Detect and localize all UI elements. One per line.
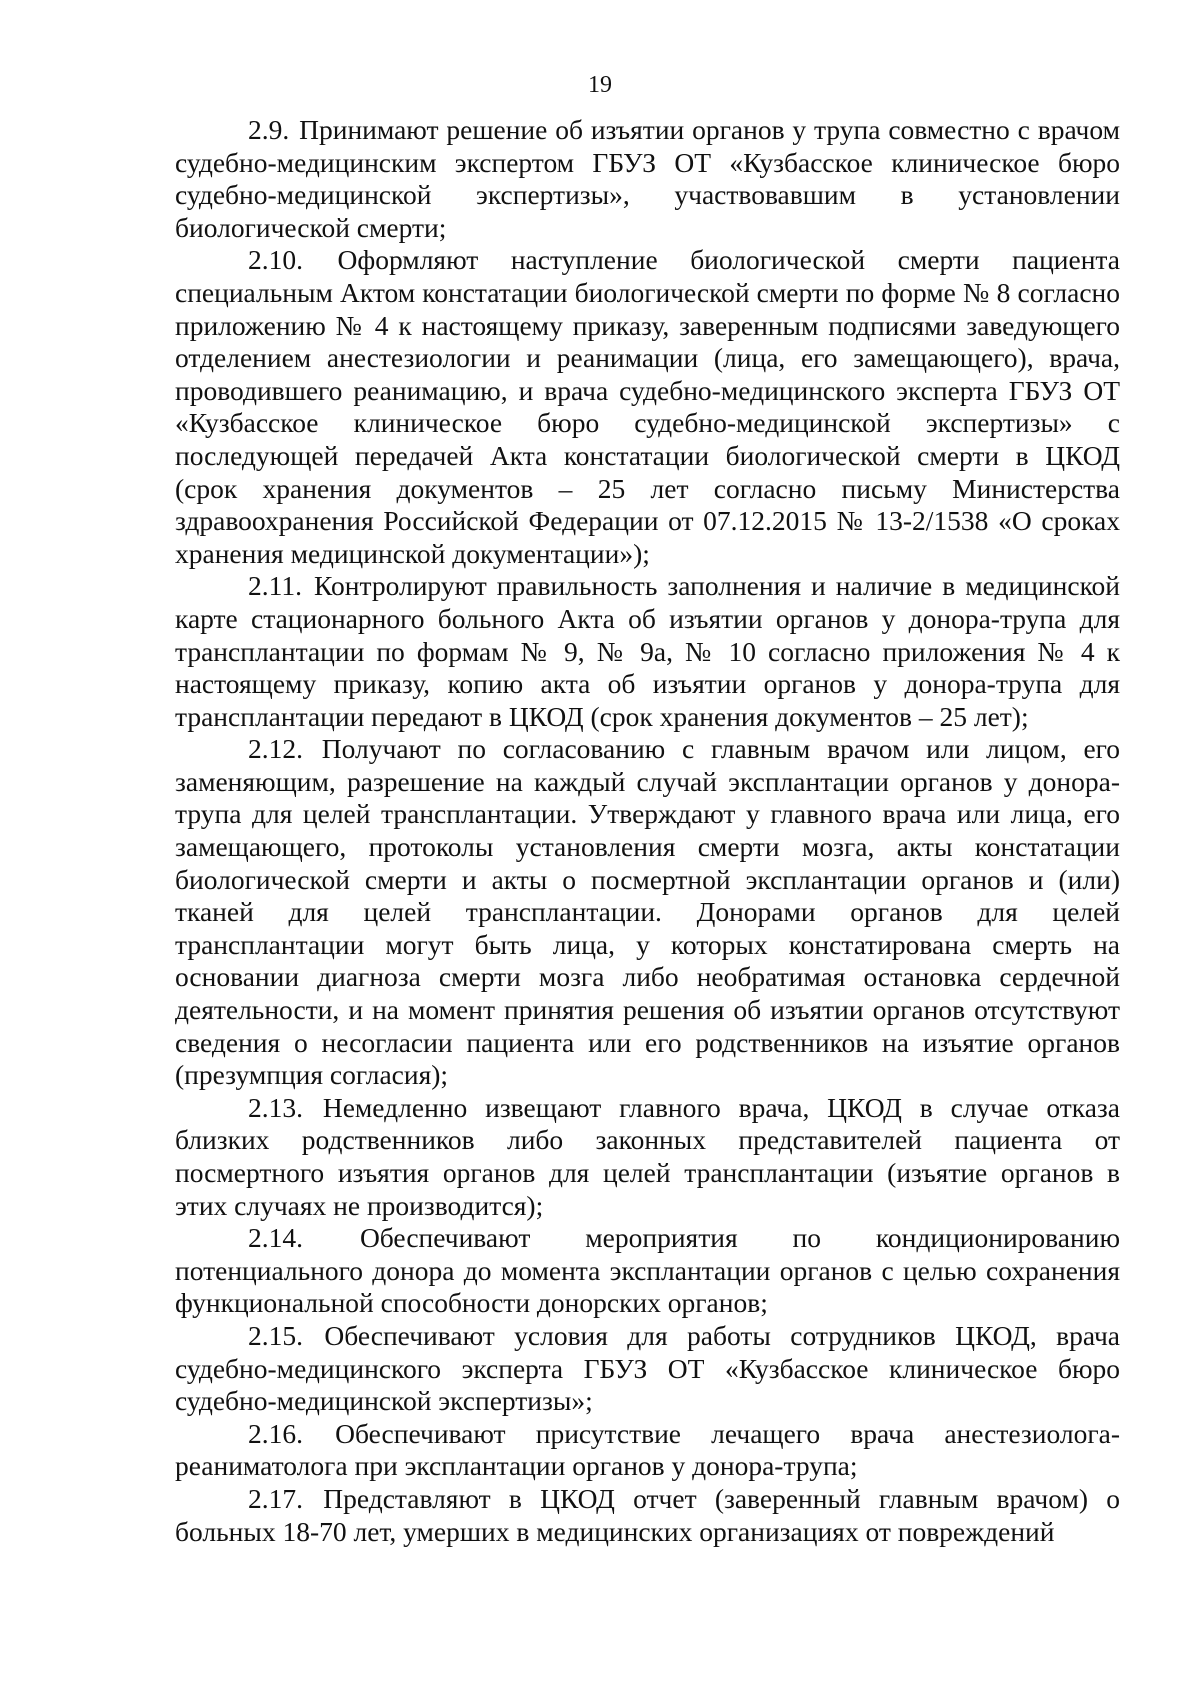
page-number: 19 (588, 72, 612, 98)
document-body (175, 114, 1120, 1548)
paragraph-text: Обеспечивают мероприятия по кондиционированию потенциального донора до момента эксплантации органов с целью сохранения функциональной способности донорских органов; (175, 1222, 1120, 1319)
paragraph-text: Получают по согласованию с главным врачом или лицом, его заменяющим, разрешение на каждый случай эксплантации органов у донора-трупа для целей трансплантации. Утверждают у главного врача или лица, его замещающего, протоколы установления смерти мозга, акты констатации биологической смерти и акты о посмертной эксплантации органов и (или) тканей для целей трансплантации. Донорами органов для целей трансплантации могут быть лица, у которых констатирована смерть на основании диагноза смерти мозга либо необратимая остановка сердечной деятельности, и на момент принятия решения об изъятии органов отсутствуют сведения о несогласии пациента или его родственников на изъятие органов (презумпция согласия); (175, 733, 1121, 1091)
paragraph-text: Обеспечивают присутствие лечащего врача анестезиолога-реаниматолога при эксплантации органов у донора-трупа; (175, 1417, 1121, 1482)
paragraph-2-13 (175, 1092, 1120, 1222)
paragraph-number: 2.16. (248, 1417, 303, 1449)
paragraph-number: 2.15. (248, 1319, 303, 1351)
paragraph-2-11 (175, 570, 1120, 733)
paragraph-number: 2.14. (248, 1222, 303, 1254)
paragraph-2-10 (175, 244, 1120, 570)
paragraph-number: 2.11. (248, 570, 302, 602)
paragraph-number: 2.12. (248, 733, 303, 765)
paragraph-text: Принимают решение об изъятии органов у трупа совместно с врачом судебно-медицинским экспертом ГБУЗ ОТ «Кузбасское клиническое бюро судебно-медицинской экспертизы», участвовавшим в установлении биологической смерти; (175, 114, 1121, 243)
paragraph-2-17 (175, 1483, 1120, 1548)
paragraph-number: 2.13. (248, 1091, 303, 1123)
paragraph-number: 2.9. (248, 114, 290, 145)
paragraph-text: Контролируют правильность заполнения и наличие в медицинской карте стационарного больного Акта об изъятии органов у донора-трупа для трансплантации по формам № 9, № 9а, № 10 согласно приложения № 4 к настоящему приказу, копию акта об изъятии органов у донора-трупа для трансплантации передают в ЦКОД (срок хранения документов – 25 лет); (175, 570, 1120, 732)
paragraph-text: Оформляют наступление биологической смерти пациента специальным Актом констатации биологической смерти по форме № 8 согласно приложению № 4 к настоящему приказу, заверенным подписями заведующего отделением анестезиологии и реанимации (лица, его замещающего), врача, проводившего реанимацию, и врача судебно-медицинского эксперта ГБУЗ ОТ «Кузбасское клиническое бюро судебно-медицинской экспертизы» с последующей передачей Акта констатации биологической смерти в ЦКОД (срок хранения документов – 25 лет согласно письму Министерства здравоохранения Российской Федерации от 07.12.2015 № 13-2/1538 «О сроках хранения медицинской документации»); (175, 244, 1120, 569)
paragraph-2-16 (175, 1418, 1120, 1483)
paragraph-2-14 (175, 1222, 1120, 1320)
paragraph-text: Обеспечивают условия для работы сотрудников ЦКОД, врача судебно-медицинского эксперта ГБУЗ ОТ «Кузбасское клиническое бюро судебно-медицинской экспертизы»; (175, 1319, 1120, 1417)
paragraph-text: Немедленно извещают главного врача, ЦКОД в случае отказа близких родственников либо законных представителей пациента от посмертного изъятия органов для целей трансплантации (изъятие органов в этих случаях не производится); (175, 1091, 1120, 1221)
paragraph-text: Представляют в ЦКОД отчет (заверенный главным врачом) о больных 18-70 лет, умерших в медицинских организациях от повреждений (175, 1482, 1120, 1547)
paragraph-2-15 (175, 1320, 1120, 1418)
paragraph-number: 2.10. (248, 244, 303, 276)
paragraph-2-9 (175, 114, 1120, 244)
paragraph-number: 2.17. (248, 1482, 303, 1514)
paragraph-2-12 (175, 733, 1120, 1092)
